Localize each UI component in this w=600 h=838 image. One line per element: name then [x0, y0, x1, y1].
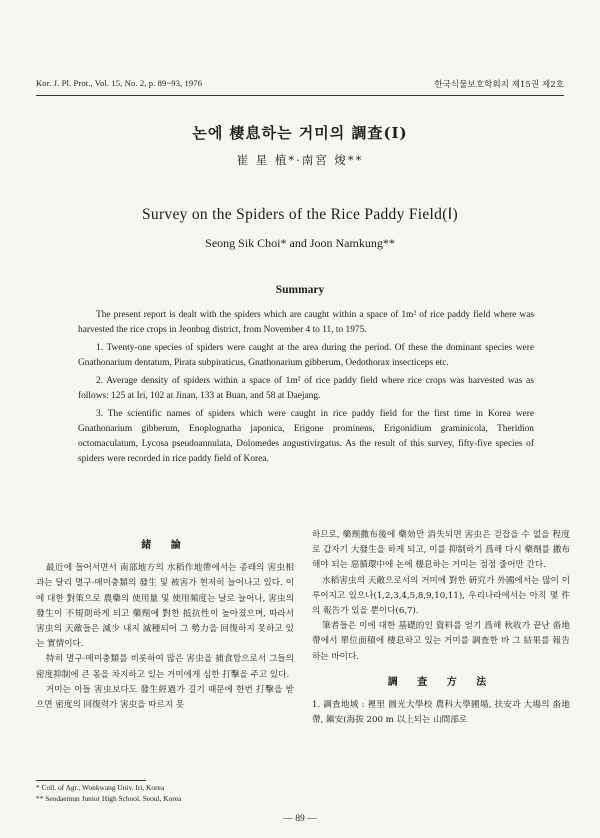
body-paragraph: 水稻害虫의 天敵으로서의 거미에 對한 硏究가 外國에서는 많이 이루어지고 있으나(1,2,3,4,5,8,9,10,11), 우리나라에서는 아직 몇 件의 報告가 있을 뿐이다(6,7). [312, 575, 570, 617]
intro-paragraph: 特히 멸구·매미충類를 비롯하여 많은 害虫을 捕食함으로서 그들의 密度抑制에 큰 몫을 차지하고 있는 거미에게 심한 打擊을 주고 있다. [36, 654, 294, 680]
journal-reference: Kor. J. Pl. Prot., Vol. 15, No. 2, p. 89~93, 1976 [36, 78, 203, 88]
right-column [312, 528, 570, 728]
footnote-rule [36, 780, 146, 781]
methods-heading: 調 査 方 法 [387, 676, 495, 688]
title-english: Survey on the Spiders of the Rice Paddy Field(Ⅰ) [141, 206, 458, 223]
intro-paragraph: 거미는 이들 害虫보다도 發生經過가 길기 때문에 한번 打擊을 받으면 密度의 回復력가 害虫을 따르지 못 [36, 684, 294, 711]
summary-heading: Summary [275, 284, 325, 296]
summary-paragraph: 3. The scientific names of spiders which were caught in rice paddy field for the first time in Korea were Gnathonarium gibberum, Enoplognatha japonica, Erigone prominens, Erigonidium graminicola, Theridion octomaculatum, Lycosa pseudoannulata, Dolomedes angustivirgatus. As the result of this survey, fifty-five species of spiders were recorded in rice paddy field of Korea. [78, 409, 534, 464]
authors-korean: 崔 星 植*·南宮 焌** [236, 153, 364, 167]
summary-paragraph: The present report is dealt with the spiders which are caught within a space of 1m² of rice paddy field where was harvested the rice crops in Jeonbug district, from November 4 to 11, to 1975. [78, 310, 534, 335]
intro-paragraph: 最近에 들어서면서 南部地方의 水稻作地帶에서는 종래의 害虫相과는 달리 멸구·매미충類의 發生 및 被害가 현저히 늘어나고 있다. 이에 대한 對策으로 農藥의 使用量 및 使用頻度는 날로 늘어나, 害虫의 發生이 不規則하게 되고 藥劑에 對한 抵抗性이 높아졌으며, 따라서 害虫의 天敵들은 減少 내지 滅種되어 그 勢力을 回復하지 못하고 있는 實情이다. [36, 563, 294, 650]
header-rule [36, 95, 564, 96]
method-item: 1. 調査地域 : 裡里 圓光大學校 農科大學圃場, 扶安과 大場의 畓地帶, 鎭安(海拔 200 m 以上되는 山間部로 [312, 700, 570, 726]
summary-abstract [78, 308, 534, 470]
body-paragraph: 筆者들은 이에 대한 基礎的인 資料를 얻기 爲해 秋收가 끝난 畓地帶에서 單位面積에 棲息하고 있는 거미를 調査한 바 그 結果를 報告하는 바이다. [312, 621, 570, 662]
intro-heading: 緒 論 [141, 540, 189, 551]
running-header [36, 78, 564, 92]
page-number: — 89 — [283, 814, 317, 824]
footnote-affiliation-1: * Coll. of Agr., Wonkwang Univ. Iri, Korea [36, 783, 165, 792]
journal-name-korean: 한국식물보호학회지 제15권 제2호 [434, 80, 564, 90]
footnotes [36, 782, 294, 804]
footnote-affiliation-2: ** Seodaemun Junior High School. Seoul, Korea [36, 794, 182, 803]
summary-paragraph: 1. Twenty-one species of spiders were caught at the area during the period. Of these the dominant species were Gnathonarium dentatum, Pirata subpiraticus, Gnathonarium gibberum, Oedothorax insecticeps etc. [78, 343, 534, 368]
authors-english: Seong Sik Choi* and Joon Namkung** [205, 236, 395, 250]
left-column [36, 538, 294, 713]
title-korean: 논에 棲息하는 거미의 調査(Ⅰ) [192, 124, 408, 142]
summary-paragraph: 2. Average density of spiders within a space of 1m² of rice paddy field where rice crops was harvested was as follows: 125 at Iri, 102 at Jinan, 133 at Buan, and 58 at Daejang. [78, 376, 534, 401]
body-paragraph: 하므로, 藥劑撒布後에 藥効만 消失되면 害虫은 걷잡을 수 없을 程度로 갑자기 大發生을 하게 되고, 이를 抑制하기 爲해 다시 藥劑를 撒布해야 되는 惡循環中에 논에 棲息하는 거미는 점점 줄어만 간다. [312, 530, 570, 571]
